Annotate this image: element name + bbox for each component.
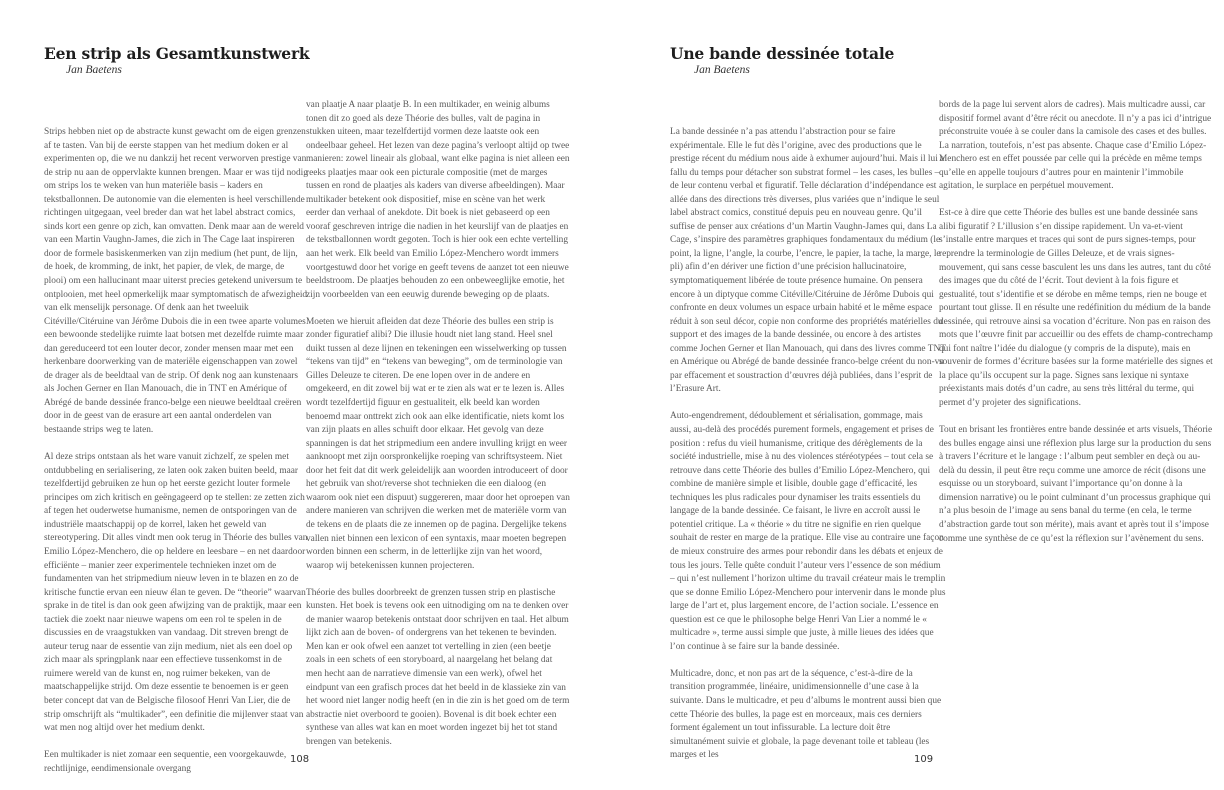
text-column-1: [44, 126, 308, 790]
paragraph: Moeten we hieruit afleiden dat deze Théorie des bulles een strip is zonder figuratief alibi? Die illusie houdt niet lang stand. Heel snel duikt tussen al deze lijnen en tekeningen een wisselwerking op tussen “tekens van tijd” en “tekens van beweging”, om de terminologie van Gilles Deleuze te citeren. De ene lopen over in de andere en omgekeerd, en dit zowel bij wat er te zien als wat er te lezen is. Alles wordt tezelfdertijd figuur en gestualiteit, elk beeld kan worden benoemd maar onttrekt zich ook aan elke identificatie, niets komt los van zijn plaats en alles schuift door elkaar. Het gevolg van deze spanningen is dat het stripmedium een andere invulling krijgt en weer aanknoopt met zijn oorspronkelijke roeping van schriftsysteem. Niet door het feit dat dit werk geleidelijk aan woorden introduceert of door het gebruik van shot/reverse shot technieken die een dialoog (en waarom ook niet een dispuut) suggereren, maar door het oproepen van andere manieren van schrijven die werken met de materiële vorm van de tekens en de plaats die ze innemen op de pagina. Dergelijke tekens vallen niet binnen een lexicon of een syntaxis, maar moeten begrepen worden binnen een scherm, in de letterlijke zijn van het woord, waarop wij betekenissen kunnen projecteren.: [306, 316, 570, 571]
paragraph: La bande dessinée n’a pas attendu l’abstraction pour se faire expérimentale. Elle le fut dès l’origine, avec des productions que le prestige récent du médium nous aide à exhumer aujourd’hui. Mais il lui a fallu du temps pour détacher son substrat formel – les cases, les bulles – de leur contenu verbal et figuratif. Telle déclaration d’indépendance est allée dans des directions très diverses, plus variées que n’indique le seul label abstract comics, constitué depuis peu en nouveau genre. Qu’il suffise de penser aux créations d’un Martin Vaughn-James qui, dans La Cage, s’inspire des paramètres graphiques fondamentaux du médium (le point, la ligne, l’angle, la courbe, l’encre, le papier, la tache, la marge, le pli) afin d’en dériver une fiction d’une précision hallucinatoire, symptomatiquement libérée de toute présence humaine. On pensera encore à un diptyque comme Citéville/Citéruine de Jérôme Dubois qui confronte en deux volumes un espace urbain habité et le même espace réduit à son seul décor, copie non conforme des propriétés matérielles du support et des images de la bande dessinée, ou encore à des artistes comme Jochen Gerner et Ilan Manouach, qui dans des livres comme TNT en Amérique ou Abrégé de bande dessinée franco-belge créent du non-vu par effacement et soustraction d’œuvres déjà publiées, dans l’esprit de l’Erasure Art.: [670, 127, 946, 395]
text-column-1: [670, 126, 946, 776]
paragraph: Tout en brisant les frontières entre bande dessinée et arts visuels, Théorie des bulles engage ainsi une réflexion plus large sur la production du sens à travers l’écriture et le langage : l’album peut sembler en deçà ou au-delà du dessin, il peut être reçu comme une amorce de récit (disons une esquisse ou un storyboard, suivant l’importance qu’on donne à la dimension narrative) ou le point culminant d’un processus graphique qui n’a plus besoin de l’image au sens banal du terme (en cela, le terme d’abstraction garde tout son mérite), mais avant et après tout il s’impose comme une synthèse de ce qu’est la réflexion sur l’avènement du sens.: [939, 425, 1213, 544]
article-author: Jan Baetens: [66, 64, 122, 76]
article-title: Une bande dessinée totale: [670, 44, 895, 63]
paragraph: Multicadre, donc, et non pas art de la séquence, c’est-à-dire de la transition programmée, linéaire, unidimensionnelle d’une case à la suivante. Dans le multicadre, et peu d’albums le montrent aussi bien que cette Théorie des bulles, la page est en morceaux, mais ces derniers forment également un tout infissurable. La lecture doit être simultanément suivie et globale, la page devenant toile et tableau (les marges et les: [670, 668, 942, 761]
paragraph: Auto-engendrement, dédoublement et sérialisation, gommage, mais aussi, au-delà des procédés purement formels, engagement et prises de position : refus du vieil humanisme, critique des dérèglements de la société industrielle, mise à nu des violences stéréotypées – tout cela se retrouve dans cette Théorie des bulles d’Emilio López-Menchero, qui combine de manière simple et lisible, double gage d’efficacité, les techniques les plus radicales pour dynamiser les traits essentiels du langage de la bande dessinée. Ce faisant, le livre en accroît aussi le potentiel critique. La « théorie » du titre ne signifie en rien quelque souhait de rester en marge de la pratique. Elle vise au contraire une façon de mieux construire des armes pour rebondir dans les débats et enjeux de tous les jours. Telle quête conduit l’auteur vers l’essence de son médium – qui n’est nullement l’horizon ultime du travail créateur mais le tremplin que se donne Emilio López-Menchero pour intervenir dans le monde plus large de l’art et, plus largement encore, de l’action sociale. L’essence en question est ce que le philosophe belge Henri Van Lier a nommé le « multicadre », terme aussi simple que juste, à mille lieues des idées que l’on continue à se faire sur la bande dessinée.: [670, 411, 946, 652]
page-number: 108: [290, 754, 310, 765]
article-author: Jan Baetens: [694, 64, 750, 76]
right-page: [612, 0, 1224, 790]
article-title: Een strip als Gesamtkunstwerk: [44, 44, 310, 63]
paragraph: Al deze strips ontstaan als het ware vanuit zichzelf, ze spelen met ontdubbeling en serialisering, ze laten ook zaken buiten beeld, maar tezelfdertijd gebruiken ze hun op het eerste gezicht louter formele principes om zich kritisch en geëngageerd op te stellen: ze zetten zich af tegen het ouderwetse humanisme, nemen de ontsporingen van de industriële maatschappij op de korrel, laken het geweld van stereotypering. Dit alles vindt men ook terug in Théorie des bulles van Emilio López-Menchero, die op heldere en leesbare – en net daardoor efficiënte – manier zeer experimentele technieken inzet om de fundamenten van het stripmedium nieuw leven in te blazen en zo de kritische functie ervan een nieuw élan te geven. De “theorie” waarvan sprake in de titel is dan ook geen afwijzing van de praktijk, maar een tactiek die zoekt naar nieuwe wapens om een rol te spelen in de discussies en de vraagstukken van vandaag. Dit streven brengt de auteur terug naar de essentie van zijn medium, niet als een doel op zich maar als springplank naar een effectieve tussenkomst in de ruimere wereld van de kunst en, nog ruimer bekeken, van de maatschappelijke strijd. Om deze essentie te benoemen is er geen beter concept dat van de Belgische filosoof Henri Van Lier, die de strip omschrijft als “multikader”, een definitie die mijlenver staat van wat men nog altijd over het medium denkt.: [44, 452, 308, 734]
paragraph: Een multikader is niet zomaar een sequentie, een voorgekauwde, rechtlijnige, eendimensionale overgang: [44, 750, 287, 774]
page-number: 109: [914, 754, 934, 765]
text-column-2: [939, 99, 1215, 560]
paragraph: bords de la page lui servent alors de cadres). Mais multicadre aussi, car dispositif formel avant d’être récit ou anecdote. Il n’y a pas ici d’intrigue préconstruite vouée à se couler dans la camisole des cases et des bulles. La narration, toutefois, n’est pas absente. Chaque case d’Emilio López-Menchero est en effet poussée par celle qui la précède en même temps qu’elle en appelle toujours d’autres pour en maintenir l’immobile agitation, le surplace en perpétuel mouvement.: [939, 100, 1212, 192]
paragraph: Théorie des bulles doorbreekt de grenzen tussen strip en plastische kunsten. Het boek is tevens ook een uitnodiging om na te denken over de manier waarop betekenis ontstaat door schrijven en taal. Het album lijkt zich aan de boven- of ondergrens van het tekenen te bevinden. Men kan er ook ofwel een aanzet tot vertelling in zien (een beetje zoals in een schets of een storyboard, al naargelang het belang dat men hecht aan de narratieve dimensie van een werk), ofwel het eindpunt van een grafisch proces dat het beeld in de klassieke zin van het woord niet langer nodig heeft (en in die zin is het goed om de term abstractie niet overboord te gooien). Bovenal is dit boek echter een synthese van alles wat kan en moet worden ingezet bij het tot stand brengen van betekenis.: [306, 587, 570, 747]
paragraph: van plaatje A naar plaatje B. In een multikader, en weinig albums tonen dit zo goed als deze Théorie des bulles, valt de pagina in stukken uiteen, maar tezelfdertijd vormen deze laatste ook een ondeelbaar geheel. Het lezen van deze pagina’s verloopt altijd op twee manieren: zowel lineair als globaal, want elke pagina is niet alleen een reeks plaatjes maar ook een picturale compositie (met de marges tussen en rond de plaatjes als kaders van diverse afbeeldingen). Maar multikader betekent ook dispositief, mise en scène van het werk eerder dan verhaal of anekdote. Dit boek is niet gebaseerd op een vooraf geschreven intrige die nadien in het keurslijf van de plaatjes en de tekstballonnen wordt gegoten. Toch is hier ook een echte vertelling aan het werk. Elk beeld van Emilio López-Menchero wordt immers voortgestuwd door het vorige en geeft tevens de aanzet tot een nieuwe beeldstroom. De plaatjes behouden zo een onbeweeglijke emotie, het zijn voorbeelden van een eeuwig durende beweging op de plaats.: [306, 100, 570, 300]
text-column-2: [306, 99, 570, 763]
paragraph: Est-ce à dire que cette Théorie des bulles est une bande dessinée sans alibi figuratif ? L’illusion s’en dissipe rapidement. Un va-et-vient s’installe entre marques et traces qui sont de purs signes-temps, pour reprendre la terminologie de Gilles Deleuze, et de vrais signes-mouvement, qui sans cesse basculent les uns dans les autres, tant du côté des images que du côté de l’écrit. Tout devient à la fois figure et gestualité, tout s’identifie et se dérobe en même temps, rien ne bouge et pourtant tout glisse. Il en résulte une redéfinition du médium de la bande dessinée, qui retrouve ainsi sa vocation d’écriture. Non pas en raison des mots que l’œuvre finit par accueillir ou des effets de champ-contrechamp qui font naître l’idée du dialogue (y compris de la dispute), mais en souvenir de formes d’écriture basées sur la forme matérielle des signes et la place qu’ils occupent sur la page. Signes sans lexique ni syntaxe préexistants mais dotés d’un cadre, au sens très littéral du terme, qui permet d’y projeter des significations.: [939, 208, 1213, 409]
paragraph: Strips hebben niet op de abstracte kunst gewacht om de eigen grenzen af te tasten. Van bij de eerste stappen van het medium doken er al experimenten op, die we nu dankzij het recent verworven prestige van de strip nu aan de oppervlakte kunnen brengen. Maar er was tijd nodig om strips los te weken van hun materiële basis – kaders en tekstballonnen. De autonomie van die elementen is heel verschillende richtingen uitgegaan, veel breder dan wat het label abstract comics, sinds kort een genre op zich, kan omvatten. Denk maar aan de wereld van een Martin Vaughn-James, die zich in The Cage laat inspireren door de formele basiskenmerken van zijn medium (het punt, de lijn, de hoek, de kromming, de inkt, het papier, de vlek, de marge, de plooi) om een hallucinant maar uiterst precies getekend universum te ontplooien, met heel opmerkelijk maar symptomatisch de afwezigheid van elk menselijk personage. Of denk aan het tweeluik Citéville/Citéruine van Jérôme Dubois die in een twee aparte volumes een bewoonde stedelijke ruimte laat botsen met dezelfde ruimte maar dan gereduceerd tot een louter decor, zonder mensen maar met een herkenbare doorwerking van de materiële eigenschappen van zowel de drager als de beeldtaal van de strip. Of denk nog aan kunstenaars als Jochen Gerner en Ilan Manouach, die in TNT en Amérique of Abrégé de bande dessinée franco-belge een nieuwe beeldtaal creëren door in de geest van de erasure art een aantal onderdelen van bestaande strips weg te laten.: [44, 127, 308, 436]
